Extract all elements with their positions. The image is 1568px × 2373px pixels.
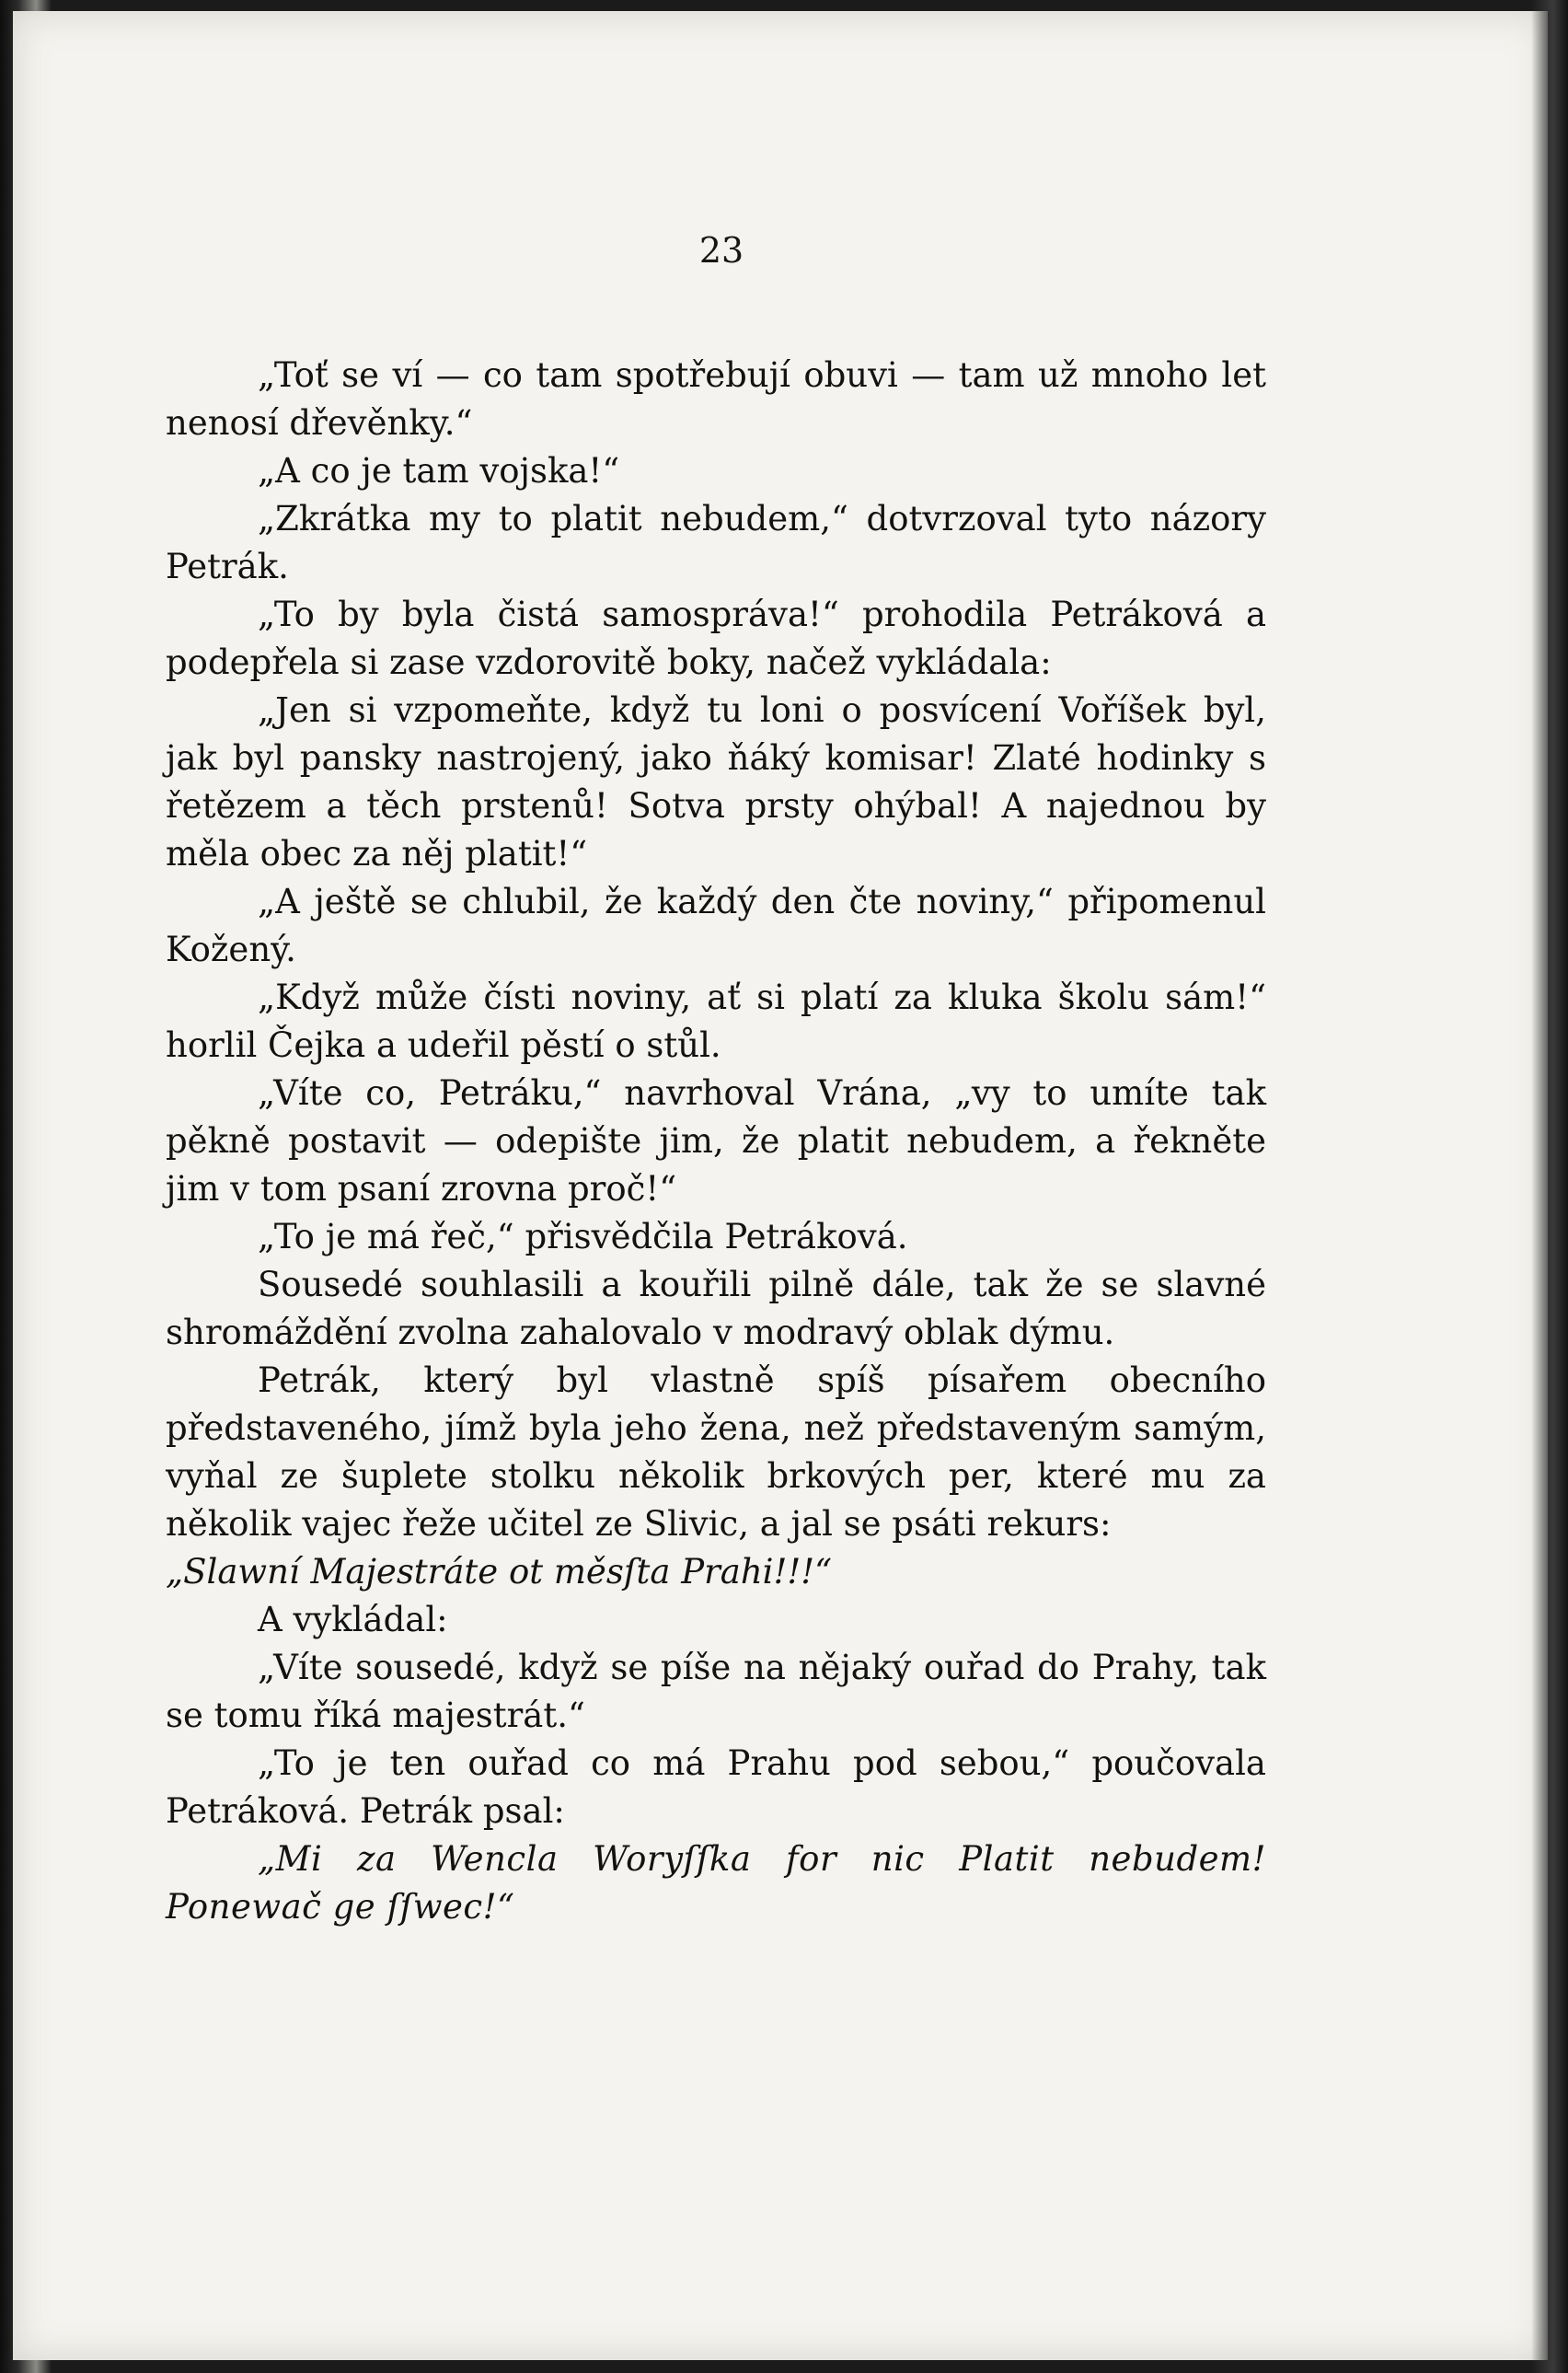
paragraph: Sousedé souhlasili a kouřili pilně dále, tak že se slavné shromáždění zvolna zahalovalo v modravý oblak dýmu. [166, 1265, 1266, 1352]
paragraph: „A co je tam vojska!“ [258, 451, 620, 491]
fraktur-paragraph: „Mi za Wencla Woryſſka for nic Platit nebudem! Ponewač ge ſſwec!“ [166, 1839, 1266, 1927]
paragraph: „Víte sousedé, když se píše na nějaký ouřad do Prahy, tak se tomu říká majestrát.“ [166, 1648, 1266, 1735]
paragraph: „To je ten ouřad co má Prahu pod sebou,“ poučovala Petráková. Petrák psal: [166, 1743, 1266, 1831]
paragraph: „Když může čísti noviny, ať si platí za kluka školu sám!“ horlil Čejka a udeřil pěstí o stůl. [166, 978, 1266, 1065]
paragraph: „Jen si vzpomeňte, když tu loni o posvícení Voříšek byl, jak byl pansky nastrojený, jako ňáký komisar! Zlaté hodinky s řetězem a těch prstenů! Sotva prsty ohýbal! A najednou by měla obec za něj platit!“ [166, 690, 1266, 874]
paragraph: „Toť se ví — co tam spotřebují obuvi — tam už mnoho let nenosí dřevěnky.“ [166, 355, 1266, 443]
page-number: 23 [698, 230, 744, 271]
fraktur-heading: „Slawní Majestráte ot měsſta Prahi!!!“ [166, 1552, 833, 1592]
scan-right-edge [1531, 0, 1568, 2373]
paragraph: „A ještě se chlubil, že každý den čte noviny,“ připomenul Kožený. [166, 882, 1266, 969]
paragraph: „To by byla čistá samospráva!“ prohodila Petráková a podepřela si zase vzdorovitě boky, načež vykládala: [166, 595, 1266, 682]
book-page [13, 11, 1548, 2360]
paragraph: „Víte co, Petráku,“ navrhoval Vrána, „vy to umíte tak pěkně postavit — odepište jim, že platit nebudem, a řekněte jim v tom psaní zrovna proč!“ [166, 1073, 1266, 1209]
paragraph: „To je má řeč,“ přisvědčila Petráková. [258, 1217, 908, 1256]
paragraph: Petrák, který byl vlastně spíš písařem obecního představeného, jímž byla jeho žena, než představeným samým, vyňal ze šuplete stolku několik brkových per, které mu za několik vajec řeže učitel ze Slivic, a jal se psáti rekurs: [166, 1360, 1266, 1544]
page-text [166, 352, 1266, 1931]
paragraph: „Zkrátka my to platit nebudem,“ dotvrzoval tyto názory Petrák. [166, 499, 1266, 586]
paragraph: A vykládal: [258, 1600, 448, 1639]
